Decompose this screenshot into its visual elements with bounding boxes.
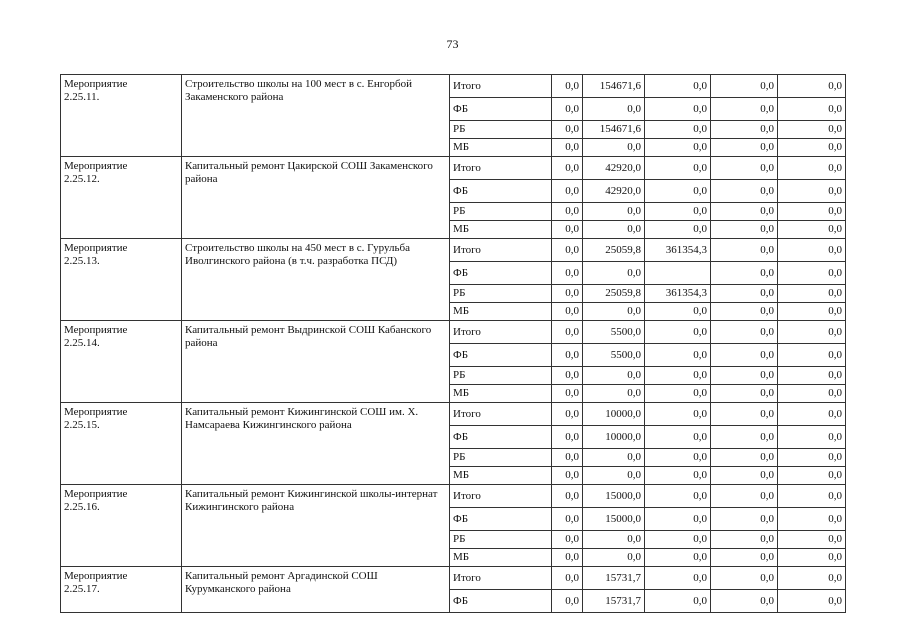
value-col-1: 0,0: [552, 303, 583, 321]
value-col-2: 0,0: [583, 549, 645, 567]
value-col-3: 0,0: [645, 98, 711, 121]
value-col-3: 0,0: [645, 75, 711, 98]
table-row: [61, 485, 846, 508]
funding-source: ФБ: [450, 426, 552, 449]
activity-name-cell: [182, 485, 450, 567]
funding-table: [60, 74, 846, 613]
value-col-5: 0,0: [778, 344, 846, 367]
value-col-4: 0,0: [711, 590, 778, 613]
funding-source: Итого: [450, 157, 552, 180]
value-col-1: 0,0: [552, 485, 583, 508]
funding-source: ФБ: [450, 590, 552, 613]
value-col-1: 0,0: [552, 449, 583, 467]
activity-name-cell: [182, 75, 450, 157]
activity-name: Строительство школы на 100 мест в с. Енгорбой Закаменского района: [185, 78, 412, 103]
value-col-2: 25059,8: [583, 239, 645, 262]
activity-number: 2.25.17.: [64, 583, 100, 595]
funding-source: РБ: [450, 121, 552, 139]
value-col-2: 0,0: [583, 139, 645, 157]
value-col-3: 0,0: [645, 403, 711, 426]
value-col-3: 0,0: [645, 467, 711, 485]
value-col-2: 5500,0: [583, 321, 645, 344]
value-col-5: 0,0: [778, 303, 846, 321]
activity-number: 2.25.14.: [64, 337, 100, 349]
activity-name-cell: [182, 403, 450, 485]
table-row: [61, 403, 846, 426]
value-col-2: 42920,0: [583, 180, 645, 203]
value-col-3: 361354,3: [645, 285, 711, 303]
value-col-5: 0,0: [778, 98, 846, 121]
value-col-4: 0,0: [711, 303, 778, 321]
activity-label: Мероприятие: [64, 242, 128, 254]
value-col-1: 0,0: [552, 321, 583, 344]
value-col-4: 0,0: [711, 75, 778, 98]
value-col-5: 0,0: [778, 203, 846, 221]
value-col-1: 0,0: [552, 367, 583, 385]
activity-number: 2.25.15.: [64, 419, 100, 431]
activity-name: Строительство школы на 450 мест в с. Гурульба Иволгинского района (в т.ч. разработка ПСД): [185, 242, 410, 267]
value-col-4: 0,0: [711, 449, 778, 467]
value-col-3: 0,0: [645, 426, 711, 449]
value-col-5: 0,0: [778, 467, 846, 485]
value-col-4: 0,0: [711, 121, 778, 139]
value-col-5: 0,0: [778, 426, 846, 449]
value-col-4: 0,0: [711, 221, 778, 239]
funding-source: ФБ: [450, 98, 552, 121]
activity-name-cell: [182, 567, 450, 613]
value-col-3: 0,0: [645, 303, 711, 321]
value-col-2: 0,0: [583, 221, 645, 239]
value-col-1: 0,0: [552, 203, 583, 221]
funding-source: Итого: [450, 485, 552, 508]
value-col-3: 0,0: [645, 549, 711, 567]
value-col-4: 0,0: [711, 262, 778, 285]
value-col-2: 5500,0: [583, 344, 645, 367]
value-col-2: 0,0: [583, 203, 645, 221]
funding-source: Итого: [450, 239, 552, 262]
funding-source: Итого: [450, 321, 552, 344]
value-col-3: 0,0: [645, 531, 711, 549]
value-col-2: 0,0: [583, 449, 645, 467]
value-col-3: 0,0: [645, 139, 711, 157]
value-col-5: 0,0: [778, 121, 846, 139]
activity-label: Мероприятие: [64, 488, 128, 500]
value-col-4: 0,0: [711, 531, 778, 549]
activity-label: Мероприятие: [64, 324, 128, 336]
funding-source: МБ: [450, 221, 552, 239]
activity-label: Мероприятие: [64, 160, 128, 172]
funding-source: РБ: [450, 367, 552, 385]
value-col-4: 0,0: [711, 567, 778, 590]
value-col-2: 42920,0: [583, 157, 645, 180]
value-col-4: 0,0: [711, 203, 778, 221]
activity-name: Капитальный ремонт Кижингинской СОШ им. Х. Намсараева Кижингинского района: [185, 406, 419, 431]
value-col-5: 0,0: [778, 157, 846, 180]
value-col-3: 0,0: [645, 221, 711, 239]
value-col-2: 0,0: [583, 531, 645, 549]
value-col-3: 0,0: [645, 344, 711, 367]
activity-number: 2.25.12.: [64, 173, 100, 185]
value-col-5: 0,0: [778, 221, 846, 239]
activity-name: Капитальный ремонт Аргадинской СОШ Курумканского района: [185, 570, 378, 595]
activity-name: Капитальный ремонт Кижингинской школы-интернат Кижингинского района: [185, 488, 438, 513]
value-col-5: 0,0: [778, 567, 846, 590]
value-col-4: 0,0: [711, 344, 778, 367]
activity-code-cell: [61, 75, 182, 157]
activity-label: Мероприятие: [64, 406, 128, 418]
table-row: [61, 75, 846, 98]
value-col-1: 0,0: [552, 426, 583, 449]
value-col-5: 0,0: [778, 321, 846, 344]
value-col-1: 0,0: [552, 549, 583, 567]
value-col-2: 154671,6: [583, 75, 645, 98]
value-col-4: 0,0: [711, 321, 778, 344]
value-col-4: 0,0: [711, 239, 778, 262]
value-col-1: 0,0: [552, 508, 583, 531]
value-col-1: 0,0: [552, 467, 583, 485]
funding-source: РБ: [450, 285, 552, 303]
value-col-5: 0,0: [778, 139, 846, 157]
value-col-3: 0,0: [645, 590, 711, 613]
activity-number: 2.25.11.: [64, 91, 100, 103]
value-col-5: 0,0: [778, 590, 846, 613]
value-col-3: 0,0: [645, 203, 711, 221]
value-col-3: 0,0: [645, 157, 711, 180]
value-col-2: 15731,7: [583, 590, 645, 613]
value-col-5: 0,0: [778, 508, 846, 531]
value-col-4: 0,0: [711, 285, 778, 303]
value-col-4: 0,0: [711, 508, 778, 531]
value-col-2: 10000,0: [583, 403, 645, 426]
table-row: [61, 321, 846, 344]
value-col-2: 0,0: [583, 367, 645, 385]
activity-number: 2.25.16.: [64, 501, 100, 513]
value-col-4: 0,0: [711, 485, 778, 508]
funding-source: МБ: [450, 467, 552, 485]
value-col-1: 0,0: [552, 157, 583, 180]
value-col-1: 0,0: [552, 285, 583, 303]
value-col-2: 0,0: [583, 98, 645, 121]
value-col-5: 0,0: [778, 385, 846, 403]
value-col-3: 361354,3: [645, 239, 711, 262]
value-col-2: 25059,8: [583, 285, 645, 303]
activity-code-cell: [61, 157, 182, 239]
activity-name-cell: [182, 239, 450, 321]
activity-name-cell: [182, 321, 450, 403]
value-col-3: 0,0: [645, 385, 711, 403]
value-col-2: 0,0: [583, 262, 645, 285]
value-col-3: [645, 262, 711, 285]
value-col-3: 0,0: [645, 321, 711, 344]
value-col-4: 0,0: [711, 98, 778, 121]
funding-source: РБ: [450, 449, 552, 467]
funding-source: ФБ: [450, 508, 552, 531]
funding-source: МБ: [450, 549, 552, 567]
value-col-4: 0,0: [711, 385, 778, 403]
table-row: [61, 157, 846, 180]
value-col-1: 0,0: [552, 221, 583, 239]
value-col-1: 0,0: [552, 75, 583, 98]
funding-source: Итого: [450, 403, 552, 426]
value-col-2: 15731,7: [583, 567, 645, 590]
funding-source: ФБ: [450, 344, 552, 367]
activity-name: Капитальный ремонт Выдринской СОШ Кабанского района: [185, 324, 432, 349]
value-col-1: 0,0: [552, 403, 583, 426]
table-row: [61, 567, 846, 590]
value-col-4: 0,0: [711, 367, 778, 385]
value-col-2: 154671,6: [583, 121, 645, 139]
value-col-4: 0,0: [711, 139, 778, 157]
value-col-5: 0,0: [778, 239, 846, 262]
page-number: 73: [446, 37, 459, 51]
activity-label: Мероприятие: [64, 78, 128, 90]
funding-source: МБ: [450, 139, 552, 157]
funding-source: МБ: [450, 385, 552, 403]
value-col-2: 0,0: [583, 303, 645, 321]
value-col-5: 0,0: [778, 285, 846, 303]
value-col-1: 0,0: [552, 344, 583, 367]
value-col-4: 0,0: [711, 549, 778, 567]
funding-source: РБ: [450, 531, 552, 549]
value-col-3: 0,0: [645, 508, 711, 531]
value-col-1: 0,0: [552, 531, 583, 549]
activity-code-cell: [61, 403, 182, 485]
value-col-1: 0,0: [552, 262, 583, 285]
value-col-5: 0,0: [778, 485, 846, 508]
funding-source: ФБ: [450, 180, 552, 203]
value-col-3: 0,0: [645, 121, 711, 139]
value-col-5: 0,0: [778, 75, 846, 98]
value-col-1: 0,0: [552, 139, 583, 157]
value-col-5: 0,0: [778, 531, 846, 549]
funding-source: РБ: [450, 203, 552, 221]
value-col-2: 10000,0: [583, 426, 645, 449]
value-col-5: 0,0: [778, 180, 846, 203]
funding-source: Итого: [450, 567, 552, 590]
value-col-1: 0,0: [552, 98, 583, 121]
value-col-2: 0,0: [583, 467, 645, 485]
value-col-1: 0,0: [552, 180, 583, 203]
value-col-3: 0,0: [645, 567, 711, 590]
funding-source: ФБ: [450, 262, 552, 285]
activity-code-cell: [61, 485, 182, 567]
value-col-5: 0,0: [778, 449, 846, 467]
value-col-4: 0,0: [711, 403, 778, 426]
value-col-3: 0,0: [645, 485, 711, 508]
value-col-1: 0,0: [552, 239, 583, 262]
activity-name: Капитальный ремонт Цакирской СОШ Закаменского района: [185, 160, 433, 185]
value-col-3: 0,0: [645, 449, 711, 467]
activity-label: Мероприятие: [64, 570, 128, 582]
value-col-5: 0,0: [778, 549, 846, 567]
value-col-2: 0,0: [583, 385, 645, 403]
value-col-5: 0,0: [778, 403, 846, 426]
value-col-5: 0,0: [778, 367, 846, 385]
value-col-3: 0,0: [645, 180, 711, 203]
value-col-5: 0,0: [778, 262, 846, 285]
value-col-2: 15000,0: [583, 508, 645, 531]
value-col-4: 0,0: [711, 467, 778, 485]
activity-name-cell: [182, 157, 450, 239]
value-col-1: 0,0: [552, 385, 583, 403]
value-col-4: 0,0: [711, 157, 778, 180]
value-col-1: 0,0: [552, 590, 583, 613]
value-col-4: 0,0: [711, 426, 778, 449]
activity-code-cell: [61, 567, 182, 613]
value-col-4: 0,0: [711, 180, 778, 203]
activity-number: 2.25.13.: [64, 255, 100, 267]
activity-code-cell: [61, 321, 182, 403]
activity-code-cell: [61, 239, 182, 321]
funding-source: Итого: [450, 75, 552, 98]
funding-table-body: [61, 75, 846, 613]
table-row: [61, 239, 846, 262]
value-col-2: 15000,0: [583, 485, 645, 508]
value-col-1: 0,0: [552, 121, 583, 139]
value-col-3: 0,0: [645, 367, 711, 385]
funding-source: МБ: [450, 303, 552, 321]
value-col-1: 0,0: [552, 567, 583, 590]
